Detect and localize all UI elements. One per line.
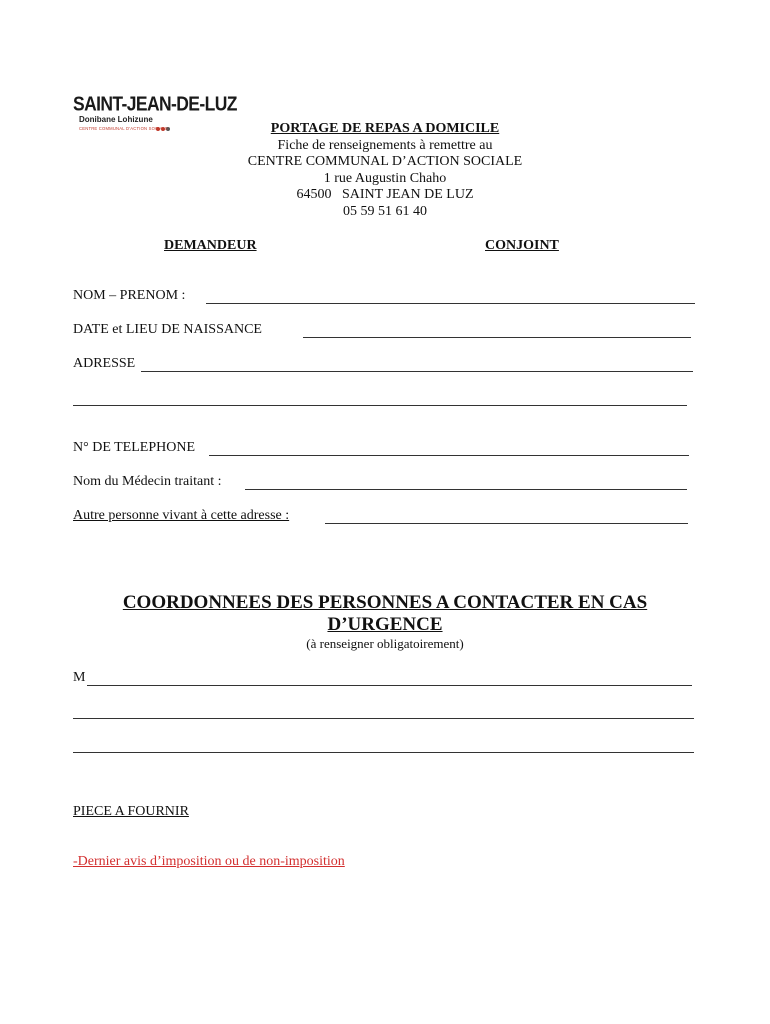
input-line-naissance[interactable] xyxy=(303,337,691,338)
col-conjoint: CONJOINT xyxy=(485,238,559,253)
input-line-telephone[interactable] xyxy=(209,455,689,456)
field-naissance[interactable] xyxy=(73,322,691,340)
form-title: PORTAGE DE REPAS A DOMICILE xyxy=(270,121,500,136)
label-contact-prefix: M xyxy=(73,670,86,685)
input-line-contact-1[interactable] xyxy=(87,685,692,686)
input-line-medecin[interactable] xyxy=(245,489,687,490)
pieces-title: PIECE A FOURNIR xyxy=(73,804,189,819)
header-line-4: 64500 SAINT JEAN DE LUZ xyxy=(296,187,474,202)
field-medecin[interactable] xyxy=(73,474,687,492)
header-phone: 05 59 51 61 40 xyxy=(343,204,427,219)
field-autre-personne[interactable] xyxy=(73,508,688,526)
label-naissance: DATE et LIEU DE NAISSANCE xyxy=(73,322,262,337)
col-demandeur: DEMANDEUR xyxy=(164,238,257,253)
logo-tagline: CENTRE COMMUNAL D'ACTION SOCIALE xyxy=(79,126,169,131)
label-telephone: N° DE TELEPHONE xyxy=(73,440,195,455)
field-nom-prenom[interactable] xyxy=(73,288,695,306)
urgence-note: (à renseigner obligatoirement) xyxy=(306,636,464,651)
header-line-3: 1 rue Augustin Chaho xyxy=(323,171,447,186)
logo-name: SAINT-JEAN-DE-LUZ xyxy=(73,92,237,115)
label-nom-prenom: NOM – PRENOM : xyxy=(73,288,186,303)
urgence-title-2: D’URGENCE xyxy=(327,614,443,635)
input-line-nom[interactable] xyxy=(206,303,695,304)
input-line-adresse[interactable] xyxy=(141,371,693,372)
input-line-contact-2[interactable] xyxy=(73,718,694,719)
piece-item-1: -Dernier avis d’imposition ou de non-imposition xyxy=(73,854,345,869)
label-adresse: ADRESSE xyxy=(73,356,136,371)
logo-subtitle: Donibane Lohizune xyxy=(79,115,153,124)
label-medecin: Nom du Médecin traitant : xyxy=(73,474,222,489)
header-line-2: CENTRE COMMUNAL D’ACTION SOCIALE xyxy=(247,154,523,169)
field-adresse[interactable] xyxy=(73,356,693,374)
input-line-adresse-2[interactable] xyxy=(73,405,687,406)
field-contact-1[interactable] xyxy=(73,670,692,688)
header-line-1: Fiche de renseignements à remettre au xyxy=(277,138,493,153)
input-line-autre[interactable] xyxy=(325,523,688,524)
field-telephone[interactable] xyxy=(73,440,689,458)
urgence-title-1: COORDONNEES DES PERSONNES A CONTACTER EN CAS xyxy=(122,592,648,613)
label-autre-personne: Autre personne vivant à cette adresse : xyxy=(73,508,290,523)
input-line-contact-3[interactable] xyxy=(73,752,694,753)
